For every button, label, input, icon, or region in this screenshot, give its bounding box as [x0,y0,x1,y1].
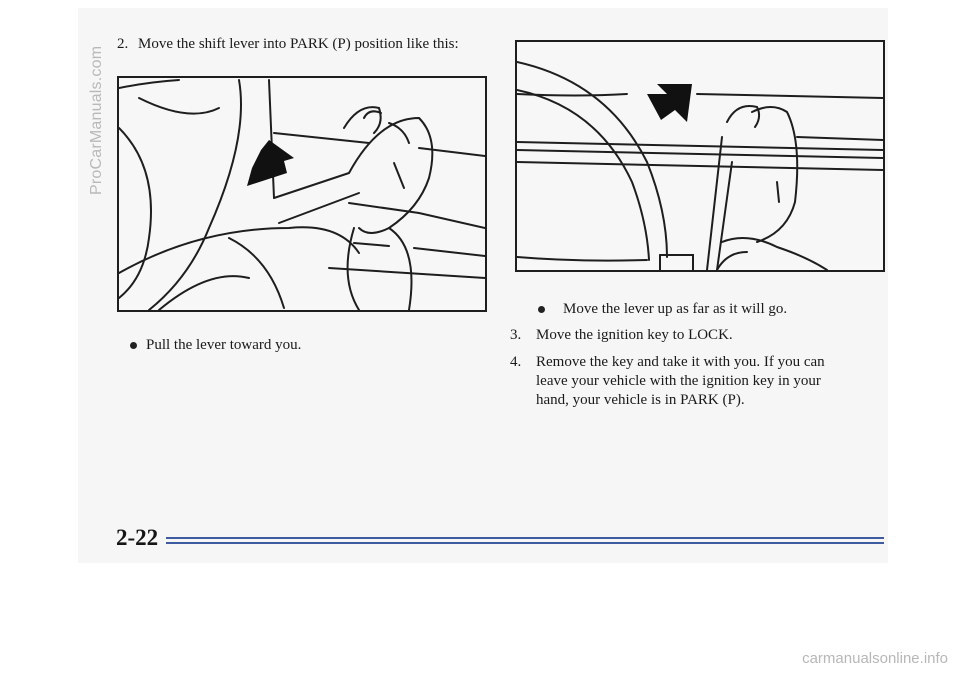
direction-arrow-icon-right [647,84,692,122]
step-4-line-2: leave your vehicle with the ignition key in your [536,373,821,389]
step-2-text: Move the shift lever into PARK (P) position like this: [138,36,459,52]
step-4-number: 4. [510,354,522,370]
bullet-pull-lever: Pull the lever toward you. [146,337,302,353]
illustration-pull-lever [117,76,487,312]
footer-rule-bottom [166,542,884,544]
direction-arrow-icon [247,140,294,186]
step-2 [117,35,459,54]
lever-up-drawing [517,42,883,270]
step-4 [510,353,825,372]
side-watermark: ProCarManuals.com [88,45,105,195]
bullet-dot-left [130,342,137,349]
step-4-line-3: hand, your vehicle is in PARK (P). [536,392,745,408]
step-3-text: Move the ignition key to LOCK. [536,327,733,343]
page-number: 2-22 [116,525,159,550]
illustration-lever-up [515,40,885,272]
pull-lever-drawing [119,78,485,310]
step-4-line-1: Remove the key and take it with you. If you can [536,354,825,370]
footer-rule-top [166,537,884,539]
step-2-number: 2. [117,36,129,52]
step-3 [510,326,733,345]
bottom-watermark: carmanualsonline.info [802,650,948,667]
bullet-lever-up: Move the lever up as far as it will go. [563,301,788,317]
bullet-dot-right [538,306,545,313]
step-3-number: 3. [510,327,522,343]
